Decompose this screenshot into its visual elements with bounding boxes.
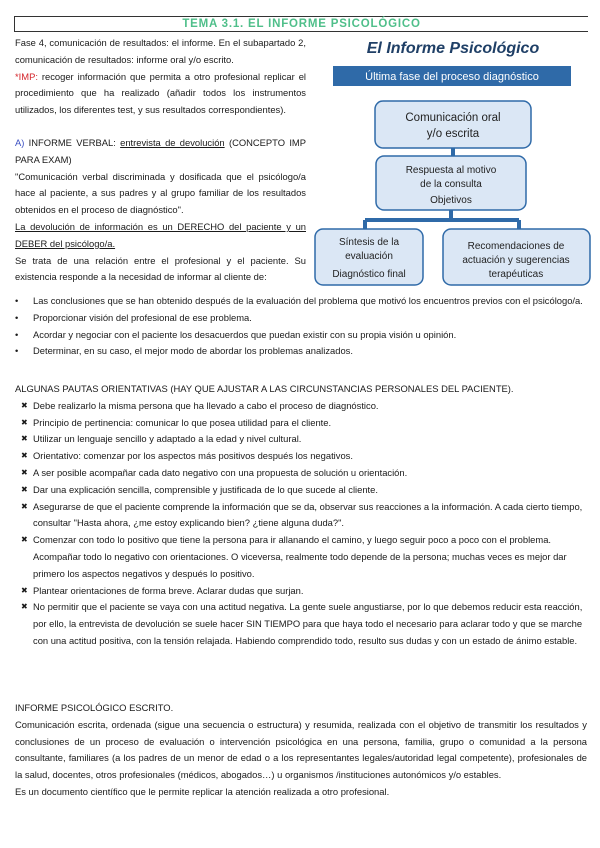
escrito-paragraph: Comunicación escrita, ordenada (sigue una secuencia o estructura) y resumida, realizada con el objetivo de transmitir los resultados y conclusiones de un proceso de evaluación o intervención psicológica en una persona, familia, grupo o comunidad a la persona consultante, familiares (a los padres de un menor de edad o a los representantes legales/autoridad legal competente), profesionales de la salud, docentes, otros profesionales (médicos, abogados…) u organismos /instituciones autonómicos y/o estables.: [15, 718, 587, 781]
pauta-text: Plantear orientaciones de forma breve. Aclarar dudas que surjan.: [33, 584, 304, 596]
list-item: [15, 398, 587, 415]
cross-icon: ✖: [21, 602, 28, 612]
diagram-title: El Informe Psicológico: [366, 40, 540, 57]
box-recomendaciones-line2: actuación y sugerencias: [462, 255, 570, 266]
escrito-block: [15, 700, 587, 801]
pauta-text: Utilizar un lenguaje sencillo y adaptado a la edad y nivel cultural.: [33, 433, 302, 445]
diagram-banner-text: Última fase del proceso diagnóstico: [365, 71, 539, 83]
informe-diagram: [313, 34, 592, 286]
imp-text: recoger información que permita a otro profesional replicar el procedimiento que ha realizado (añadir todos los instrumentos utilizados, los diferentes test, y sus resultados correspondientes).: [15, 70, 306, 116]
pauta-text: No permitir que el paciente se vaya con una actitud negativa. La gente suele angustiarse, por lo que debemos reducir esta reacción, por ello, la entrevista de devolución se suele hacer SIN TIEMPO para que haya todo el necesario para aclarar todo y que se marche con una actitud positiva, con la tensión relajada. Habiendo comprendido todo, resulto sus dudas y con un estado de ánimo estable.: [33, 601, 583, 646]
bullet-list-block: [15, 293, 587, 360]
entrevista-term: entrevista de devolución: [120, 136, 225, 148]
list-item: [15, 583, 587, 600]
title-bar: [14, 16, 588, 32]
box-comunicacion-line2: y/o escrita: [426, 128, 480, 140]
cross-icon: ✖: [21, 417, 28, 427]
box-comunicacion-line1: Comunicación oral: [405, 112, 501, 124]
pauta-text: Comenzar con todo lo positivo que tiene la persona para ir allanando el camino, y luego seguir poco a poco con el problema. Acompañar todo lo negativo con orientaciones. O viceversa, realmente todo depende de la persona; muchas veces es mejor dar primero los aspectos negativos y después lo positivo.: [33, 534, 567, 579]
cross-icon: ✖: [21, 434, 28, 444]
box-sintesis-line2: evaluación: [345, 251, 393, 262]
list-item: [15, 448, 587, 465]
list-item: [15, 465, 587, 482]
box-sintesis-line1: Síntesis de la: [338, 237, 400, 248]
cross-icon: ✖: [21, 484, 28, 494]
intro-text: Fase 4, comunicación de resultados: el informe. En el subapartado 2, comunicación de resultados: informe oral y/o escrito.: [15, 37, 306, 65]
list-item: [15, 499, 587, 533]
pauta-text: Principio de pertinencia: comunicar lo que posea utilidad para el cliente.: [33, 416, 332, 428]
list-item: [15, 482, 587, 499]
list-item: [15, 532, 587, 582]
list-item: • Las conclusiones que se han obtenido después de la evaluación del problema que motivó los encuentros previos con el psicólogo/a.: [15, 293, 587, 310]
imp-note: [15, 69, 306, 119]
verbal-quote: "Comunicación verbal discriminada y dosificada que el psicólogo/a hace al paciente, a sus padres y al grupo familiar de los resultados obtenidos en el proceso de diagnóstico".: [15, 170, 306, 216]
cross-icon: ✖: [21, 535, 28, 545]
cross-icon: ✖: [21, 400, 28, 410]
cross-icon: ✖: [21, 501, 28, 511]
pautas-heading: ALGUNAS PAUTAS ORIENTATIVAS (HAY QUE AJUSTAR A LAS CIRCUNSTANCIAS PERSONALES DEL PACIENTE).: [15, 383, 514, 394]
verbal-heading: [15, 135, 306, 169]
list-item: [15, 431, 587, 448]
list-item: • Proporcionar visión del profesional de ese problema.: [15, 310, 587, 327]
page-title: TEMA 3.1. EL INFORME PSICOLÓGICO: [182, 18, 421, 30]
concept-note: (CONCEPTO IMP PARA EXAM): [15, 136, 306, 165]
left-column: [15, 35, 306, 286]
list-item: • Acordar y negociar con el paciente los desacuerdos que puedan existir con su propia visión u opinión.: [15, 327, 587, 344]
connector-branch: [365, 210, 519, 229]
label-a: A): [15, 136, 25, 148]
box-sintesis-line3: Diagnóstico final: [332, 269, 406, 280]
pauta-text: Dar una explicación sencilla, comprensible y justificada de lo que sucede al cliente.: [33, 483, 378, 495]
pauta-text: Debe realizarlo la misma persona que ha llevado a cabo el proceso de diagnóstico.: [33, 399, 379, 411]
pauta-text: A ser posible acompañar cada dato negativo con una propuesta de solución u orientación.: [33, 466, 408, 478]
list-item: [15, 415, 587, 432]
box-respuesta-line1: Respuesta al motivo: [405, 165, 497, 176]
cross-icon: ✖: [21, 451, 28, 461]
box-respuesta-line2: de la consulta: [420, 179, 482, 190]
pauta-text: Asegurarse de que el paciente comprende la información que se da, observar sus reacciones a la información. A cada cierto tiempo, consultar "Hasta ahora, ¿me estoy explicando bien? ¿tiene alguna duda?".: [33, 500, 583, 529]
pautas-block: [15, 381, 587, 650]
pautas-list: [15, 398, 587, 650]
derecho-text: La devolución de información es un DERECHO del paciente y un DEBER del psicólogo/a.: [15, 220, 306, 249]
list-item: [15, 599, 587, 649]
escrito-paragraph-2: Es un documento científico que le permite replicar la atención realizada a otro profesional.: [15, 785, 390, 797]
box-recomendaciones-line3: terapéuticas: [488, 269, 544, 280]
box-comunicacion: [375, 101, 531, 148]
box-respuesta-line3: Objetivos: [430, 195, 472, 206]
imp-mark: *IMP:: [15, 70, 38, 82]
list-item: • Determinar, en su caso, el mejor modo de abordar los problemas analizados.: [15, 343, 587, 360]
box-recomendaciones-line1: Recomendaciones de: [467, 241, 565, 252]
cross-icon: ✖: [21, 585, 28, 595]
escrito-heading: INFORME PSICOLÓGICO ESCRITO.: [15, 702, 174, 713]
relation-text: Se trata de una relación entre el profesional y el paciente. Su existencia responde a la necesidad de informar al cliente de:: [15, 254, 306, 283]
bullet-list: [15, 293, 587, 360]
verbal-label: INFORME VERBAL:: [24, 136, 121, 148]
pauta-text: Orientativo: comenzar por los aspectos más positivos después los negativos.: [33, 450, 353, 462]
cross-icon: ✖: [21, 467, 28, 477]
